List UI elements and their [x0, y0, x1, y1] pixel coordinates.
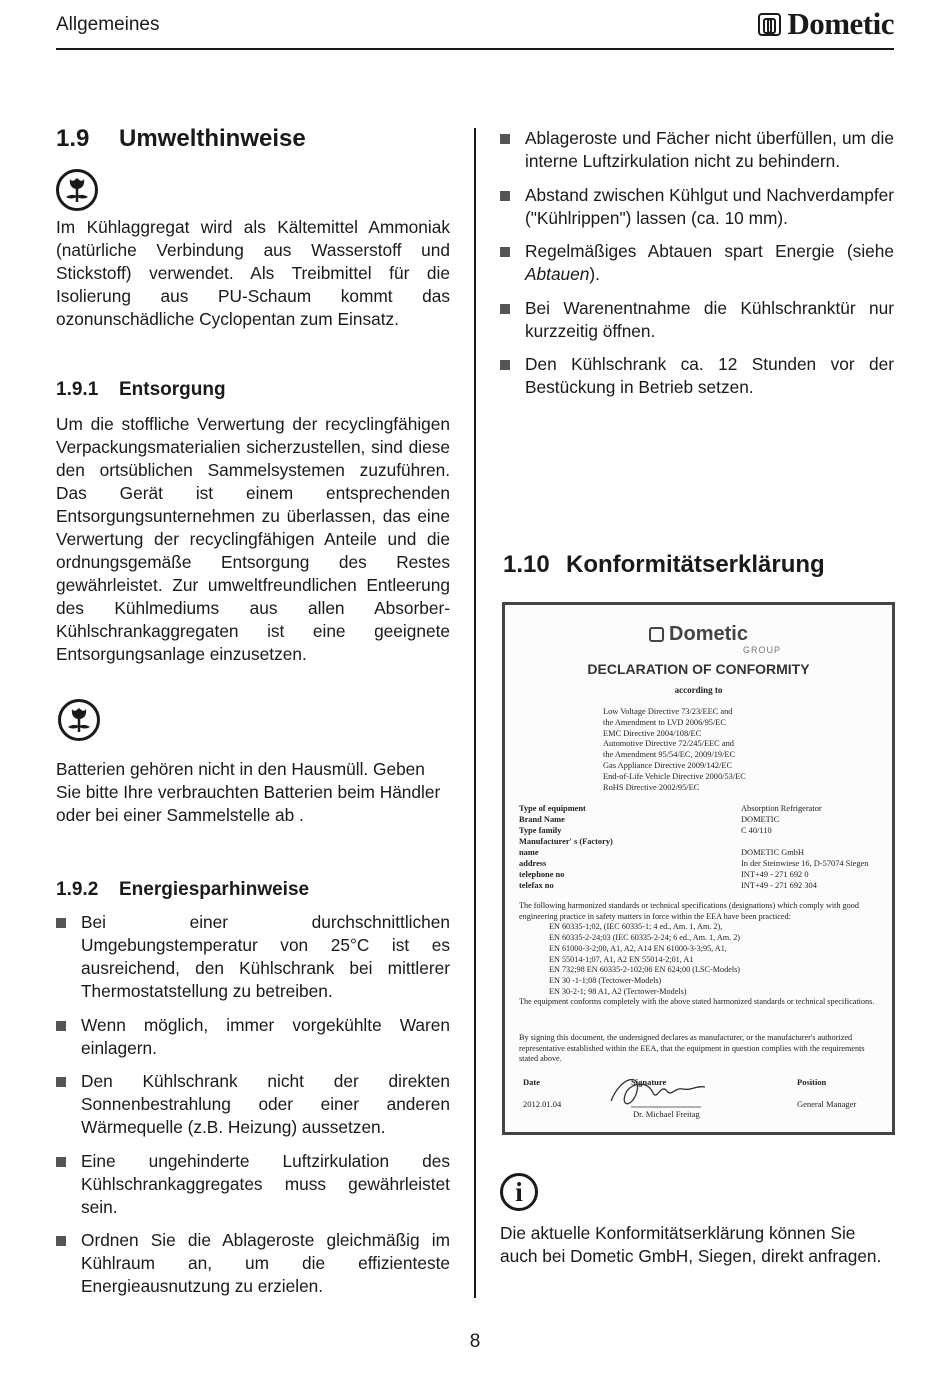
directive: the Amendment 95/54/EC, 2009/19/EC	[603, 750, 736, 760]
value: INT+49 - 271 692 0	[741, 870, 809, 879]
value	[741, 836, 868, 847]
list-item: Ordnen Sie die Ablageroste gleichmäßig im Kühlraum an, um die effizienteste Energieausnutzung zu erzielen.	[56, 1229, 450, 1298]
energy-tips-list-left	[56, 911, 450, 1309]
declaration-title: DECLARATION OF CONFORMITY	[587, 661, 810, 677]
dometic-logo-icon	[649, 627, 664, 642]
column-divider	[474, 128, 476, 1298]
value: In der Steinwiese 16, D-57074 Siegen	[741, 859, 869, 868]
position-label: Position	[797, 1077, 827, 1087]
section-number: 1.9.2	[56, 879, 99, 900]
key: name	[519, 848, 539, 857]
declaration-brand: Dometic	[669, 623, 748, 645]
header-section-label: Allgemeines	[56, 14, 160, 35]
declaration-logo	[505, 623, 892, 646]
cross-reference: Abtauen	[525, 264, 590, 284]
environment-icon	[56, 169, 98, 211]
date-label: Date	[523, 1077, 540, 1087]
section-number: 1.9.1	[56, 379, 99, 400]
directive: Gas Appliance Directive 2009/142/EC	[603, 760, 733, 770]
key: Brand Name	[519, 815, 565, 824]
key: Type family	[519, 826, 562, 835]
section-number: 1.9	[56, 125, 90, 152]
signer-name: Dr. Michael Freitag	[633, 1109, 700, 1119]
disposal-paragraph: Um die stoffliche Verwertung der recyclingfähigen Verpackungsmaterialien sicherzustellen, sind diese den ortsüblichen Sammelsystemen zuzuführen. Das Gerät ist einem entsprechenden Entsorgungsunternehmen zu überlassen, das eine Verwertung der recyclingfähigen Anteile und die ordnungsgemäße Entsorgung des Restes gewährleistet. Zur umweltfreundlichen Entleerung des Kühlmediums aus allen Absorber-Kühlschrankaggregaten ist eine geeignete Entsorgungsanlage einzusetzen.	[56, 414, 450, 664]
value: DOMETIC	[741, 815, 780, 824]
section-heading-1-9	[56, 124, 306, 154]
brand-name: Dometic	[787, 6, 894, 41]
info-icon: i	[500, 1173, 538, 1211]
section-number: 1.10	[503, 551, 550, 578]
section-title: Energiesparhinweise	[119, 879, 310, 900]
list-item-text: Regelmäßiges Abtauen spart Energie (siehe	[525, 241, 894, 261]
value: Absorption Refrigerator	[741, 804, 822, 813]
standard: EN 732;98 EN 60335-2-102;06 EN 624;00 (LSC-Models)	[549, 965, 741, 975]
list-item: Den Kühlschrank nicht der direkten Sonnenbestrahlung oder einer anderen Wärmequelle (z.B. Heizung) aussetzen.	[56, 1070, 450, 1139]
directive: EMC Directive 2004/108/EC	[603, 728, 702, 738]
standard: EN 55014-1;07, A1, A2 EN 55014-2;01, A1	[549, 954, 694, 964]
equipment-values	[741, 803, 868, 891]
standard: EN 60335-2-24;03 (IEC 60335-2-24; 6 ed., Am. 1, Am. 2)	[549, 933, 741, 943]
standard: EN 30 -1-1;08 (Tectower-Models)	[549, 975, 662, 985]
list-item	[500, 240, 894, 286]
energy-tips-list-right	[500, 127, 894, 410]
signer-position: General Manager	[797, 1099, 857, 1109]
section-heading-1-10	[503, 550, 825, 580]
standard: EN 61000-3-2;00, A1, A2, A14 EN 61000-3-3;95, A1,	[549, 943, 727, 953]
declaration-of-conformity	[502, 602, 895, 1135]
value: C 40/110	[741, 826, 772, 835]
section-title: Konformitätserklärung	[566, 551, 825, 578]
standards-block	[519, 901, 885, 1008]
directives-list	[603, 707, 746, 793]
declaration-date: 2012.01.04	[523, 1099, 562, 1109]
key: Type of equipment	[519, 804, 586, 813]
value: INT+49 - 271 692 304	[741, 881, 817, 890]
section-heading-1-9-2	[56, 878, 309, 902]
list-item: Bei einer durchschnittlichen Umgebungstemperatur von 25°C ist es ausreichend, den Kühlschrank bei mittlerer Thermostatstellung zu betreiben.	[56, 911, 450, 1003]
list-item-text-end: ).	[589, 264, 600, 284]
list-item: Abstand zwischen Kühlgut und Nachverdampfer ("Kühlrippen") lassen (ca. 10 mm).	[500, 184, 894, 230]
battery-paragraph: Batterien gehören nicht in den Hausmüll. Geben Sie bitte Ihre verbrauchten Batterien beim Händler oder bei einer Sammelstelle ab .	[56, 759, 441, 825]
directive: End-of-Life Vehicle Directive 2000/53/EC	[603, 771, 746, 781]
environment-icon	[58, 699, 100, 741]
standards-intro: The following harmonized standards or technical specifications (designations) which comply with good engineering practice in safety matters in force within the EEA have been practiced:	[519, 901, 859, 921]
brand-logo	[758, 6, 894, 42]
equipment-keys	[519, 803, 613, 891]
standards-outro: The equipment conforms completely with the above stated harmonized standards or technical specifications.	[519, 997, 875, 1007]
key: Manufacturer' s (Factory)	[519, 837, 613, 846]
signature-label: Signature	[631, 1077, 667, 1087]
declaration-group: GROUP	[743, 645, 782, 655]
list-item: Ablageroste und Fächer nicht überfüllen, um die interne Luftzirkulation nicht zu behindern.	[500, 127, 894, 173]
section-title: Entsorgung	[119, 379, 226, 400]
declaration-according: according to	[674, 685, 723, 695]
directive: the Amendment to LVD 2006/95/EC	[603, 717, 726, 727]
key: telephone no	[519, 870, 565, 879]
list-item: Eine ungehinderte Luftzirkulation des Kühlschrankaggregates muss gewährleistet sein.	[56, 1150, 450, 1219]
standard: EN 30-2-1; 98 A1, A2 (Tectower-Models)	[549, 986, 687, 996]
standard: EN 60335-1;02, (IEC 60335-1; 4 ed., Am. 1, Am. 2),	[549, 922, 723, 932]
directive: Low Voltage Directive 73/23/EEC and	[603, 707, 733, 716]
directive: RoHS Directive 2002/95/EC	[603, 782, 700, 792]
directive: Automotive Directive 72/245/EEC and	[603, 739, 734, 749]
key: telefax no	[519, 881, 554, 890]
section-heading-1-9-1	[56, 378, 226, 402]
dometic-logo-icon	[758, 13, 781, 36]
signing-statement: By signing this document, the undersigned declares as manufacturer, or the manufacturer's authorized representative established within the EEA, that the equipment in question complies with the requirements stated above.	[519, 1033, 865, 1064]
value: DOMETIC GmbH	[741, 848, 805, 857]
list-item: Bei Warenentnahme die Kühlschranktür nur kurzzeitig öffnen.	[500, 297, 894, 343]
key: address	[519, 859, 547, 868]
intro-paragraph: Im Kühlaggregat wird als Kältemittel Ammoniak (natürliche Verbindung aus Wasserstoff und Stickstoff) verwendet. Als Treibmittel für die Isolierung aus PU-Schaum kommt das ozonunschädliche Cyclopentan zum Einsatz.	[56, 217, 450, 329]
page-number: 8	[469, 1331, 481, 1352]
section-title: Umwelthinweise	[119, 125, 306, 152]
header-divider	[56, 48, 894, 50]
conformity-note: Die aktuelle Konformitätserklärung können Sie auch bei Dometic GmbH, Siegen, direkt anfragen.	[500, 1223, 882, 1266]
list-item: Wenn möglich, immer vorgekühlte Waren einlagern.	[56, 1014, 450, 1060]
list-item: Den Kühlschrank ca. 12 Stunden vor der Bestückung in Betrieb setzen.	[500, 353, 894, 399]
